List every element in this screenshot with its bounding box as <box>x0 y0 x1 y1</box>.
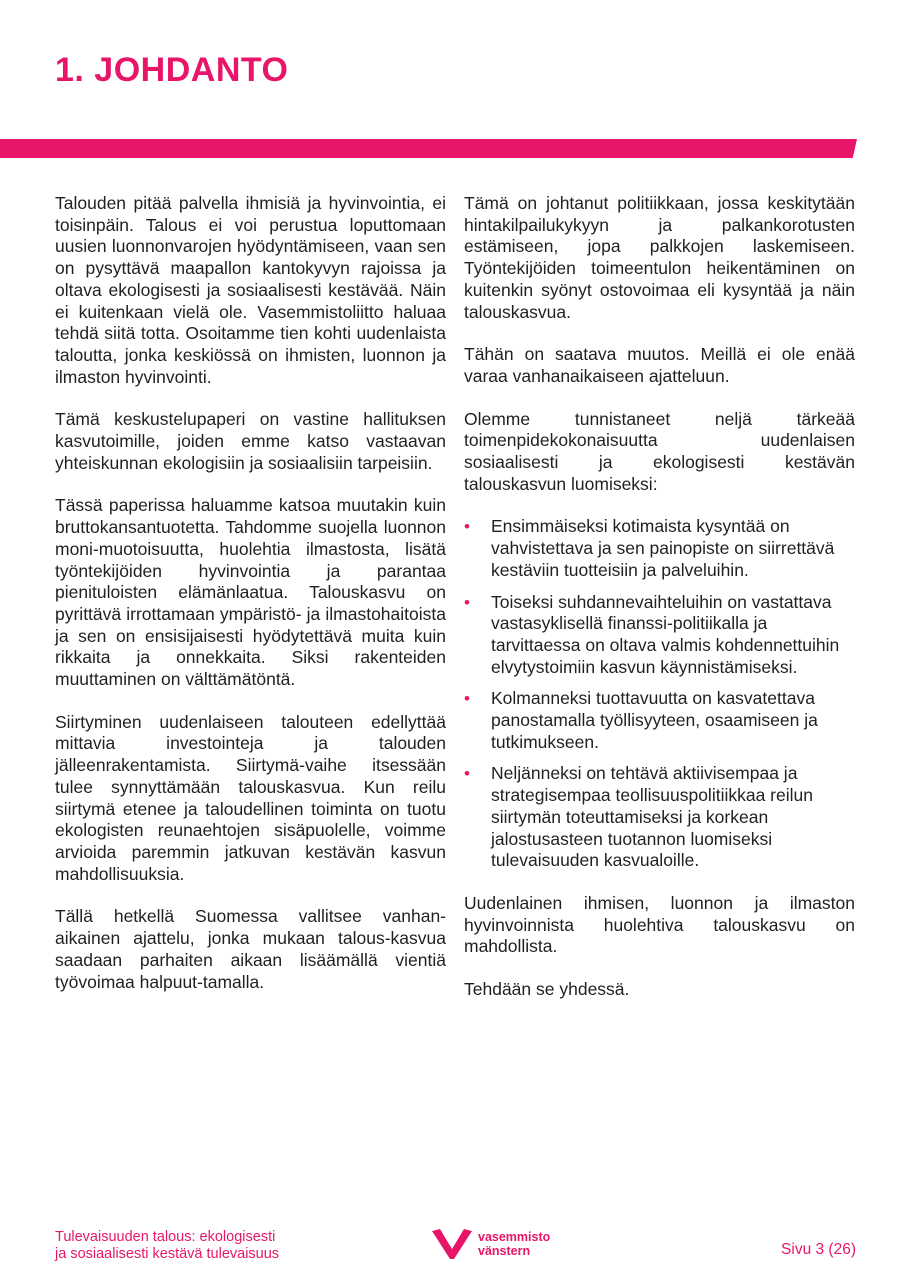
paragraph: Tehdään se yhdessä. <box>464 979 630 1000</box>
paragraph: Olemme tunnistaneet neljä tärkeää toimenpidekokonaisuutta uudenlaisen sosiaalisesti ja ekologisesti kestävän talouskasvun luomiseksi: <box>464 408 855 494</box>
footer-document-title <box>55 1229 375 1263</box>
paragraph: Tähän on saatava muutos. Meillä ei ole enää varaa vanhanaikaiseen ajatteluun. <box>464 344 855 386</box>
paragraph: Talouden pitää palvella ihmisiä ja hyvinvointia, ei toisinpäin. Talous ei voi perustua loputtomaan uusien luonnonvarojen hyödyntämiseen, vaan sen on pysyttävä maapallon kantokyvyn rajoissa ja oltava ekologisesti ja sosiaalisesti kestävää. Näin ei kuitenkaan vielä ole. Vasemmistoliitto haluaa tehdä siitä totta. Osoitamme tien kohti uudenlaista taloutta, jonka keskiössä on ihmisten, luonnon ja ilmaston hyvinvointi. <box>55 193 446 387</box>
list-item: • Kolmanneksi tuottavuutta on kasvatettava panostamalla työllisyyteen, osaamiseen ja tutkimukseen. <box>464 688 855 753</box>
right-column <box>464 193 855 1022</box>
paragraph: Uudenlainen ihmisen, luonnon ja ilmaston hyvinvoinnista huolehtiva talouskasvu on mahdollista. <box>464 892 855 957</box>
bullet-list <box>464 516 855 872</box>
party-logo <box>430 1227 550 1261</box>
list-item: • Neljänneksi on tehtävä aktiivisempaa ja strategisempaa teollisuuspolitiikkaa reilun siirtymän toteuttamiseksi ja korkean jalostusasteen tuotannon luomiseksi tulevaisuuden kasvualoille. <box>464 763 855 872</box>
logo-wordmark <box>478 1230 550 1258</box>
logo-text-line: vasemmisto <box>478 1230 551 1244</box>
logo-text-line: vänstern <box>478 1244 531 1258</box>
list-item: • Toiseksi suhdannevaihteluihin on vastattava vastasyklisellä finanssi-politiikalla ja tarvittaessa on oltava valmis kohdennettuihin elvytystoimiin kasvun käynnistämiseksi. <box>464 592 855 679</box>
left-column <box>55 193 446 1014</box>
page-title: 1. JOHDANTO <box>55 51 289 89</box>
header-stripe <box>0 139 857 158</box>
paragraph: Tämä keskustelupaperi on vastine hallituksen kasvutoimille, joiden emme katso vastaavan yhteiskunnan ekologisiin ja sosiaalisiin tarpeisiin. <box>55 409 446 473</box>
page-number: Sivu 3 (26) <box>781 1241 856 1258</box>
paragraph: Siirtyminen uudenlaiseen talouteen edellyttää mittavia investointeja ja talouden jälleenrakentamista. Siirtymä-vaihe itsessään tulee synnyttämään talouskasvua. Kun reilu siirtymä etenee ja taloudellinen toiminta on tuotu ekologisten reunaehtojen sisäpuolelle, voimme arvioida paremmin jatkuvan kestävän kasvun mahdollisuuksia. <box>55 711 446 884</box>
paragraph: Tämä on johtanut politiikkaan, jossa keskitytään hintakilpailukykyyn ja palkankorotusten estämiseen, jopa palkkojen laskemiseen. Työntekijöiden toimeentulon heikentäminen on kuitenkin syönyt ostovoimaa eli kysyntää ja näin talouskasvua. <box>464 193 855 322</box>
footer-title-line: Tulevaisuuden talous: ekologisesti <box>55 1229 276 1245</box>
heart-v-logo-icon <box>430 1227 474 1261</box>
list-item: • Ensimmäiseksi kotimaista kysyntää on vahvistettava ja sen painopiste on siirrettävä kestäviin tuotteisiin ja palveluihin. <box>464 516 855 581</box>
footer-title-line: ja sosiaalisesti kestävä tulevaisuus <box>55 1246 280 1262</box>
paragraph: Tässä paperissa haluamme katsoa muutakin kuin bruttokansantuotetta. Tahdomme suojella luonnon moni-muotoisuutta, huolehtia ilmastosta, lisätä työntekijöiden hyvinvointia ja parantaa pienituloisten elämänlaatua. Talouskasvu on pyrittävä irrottamaan ympäristö- ja ilmastohaitoista ja sen on ensisijaisesti hyödytettävä muita kuin rikkaita ja onnekkaita. Siksi rakenteiden muuttaminen on välttämätöntä. <box>55 495 446 690</box>
paragraph: Tällä hetkellä Suomessa vallitsee vanhan-aikainen ajattelu, jonka mukaan talous-kasvua saadaan parhaiten aikaan lisäämällä vientiä työvoimaa halpuut-tamalla. <box>55 906 446 992</box>
